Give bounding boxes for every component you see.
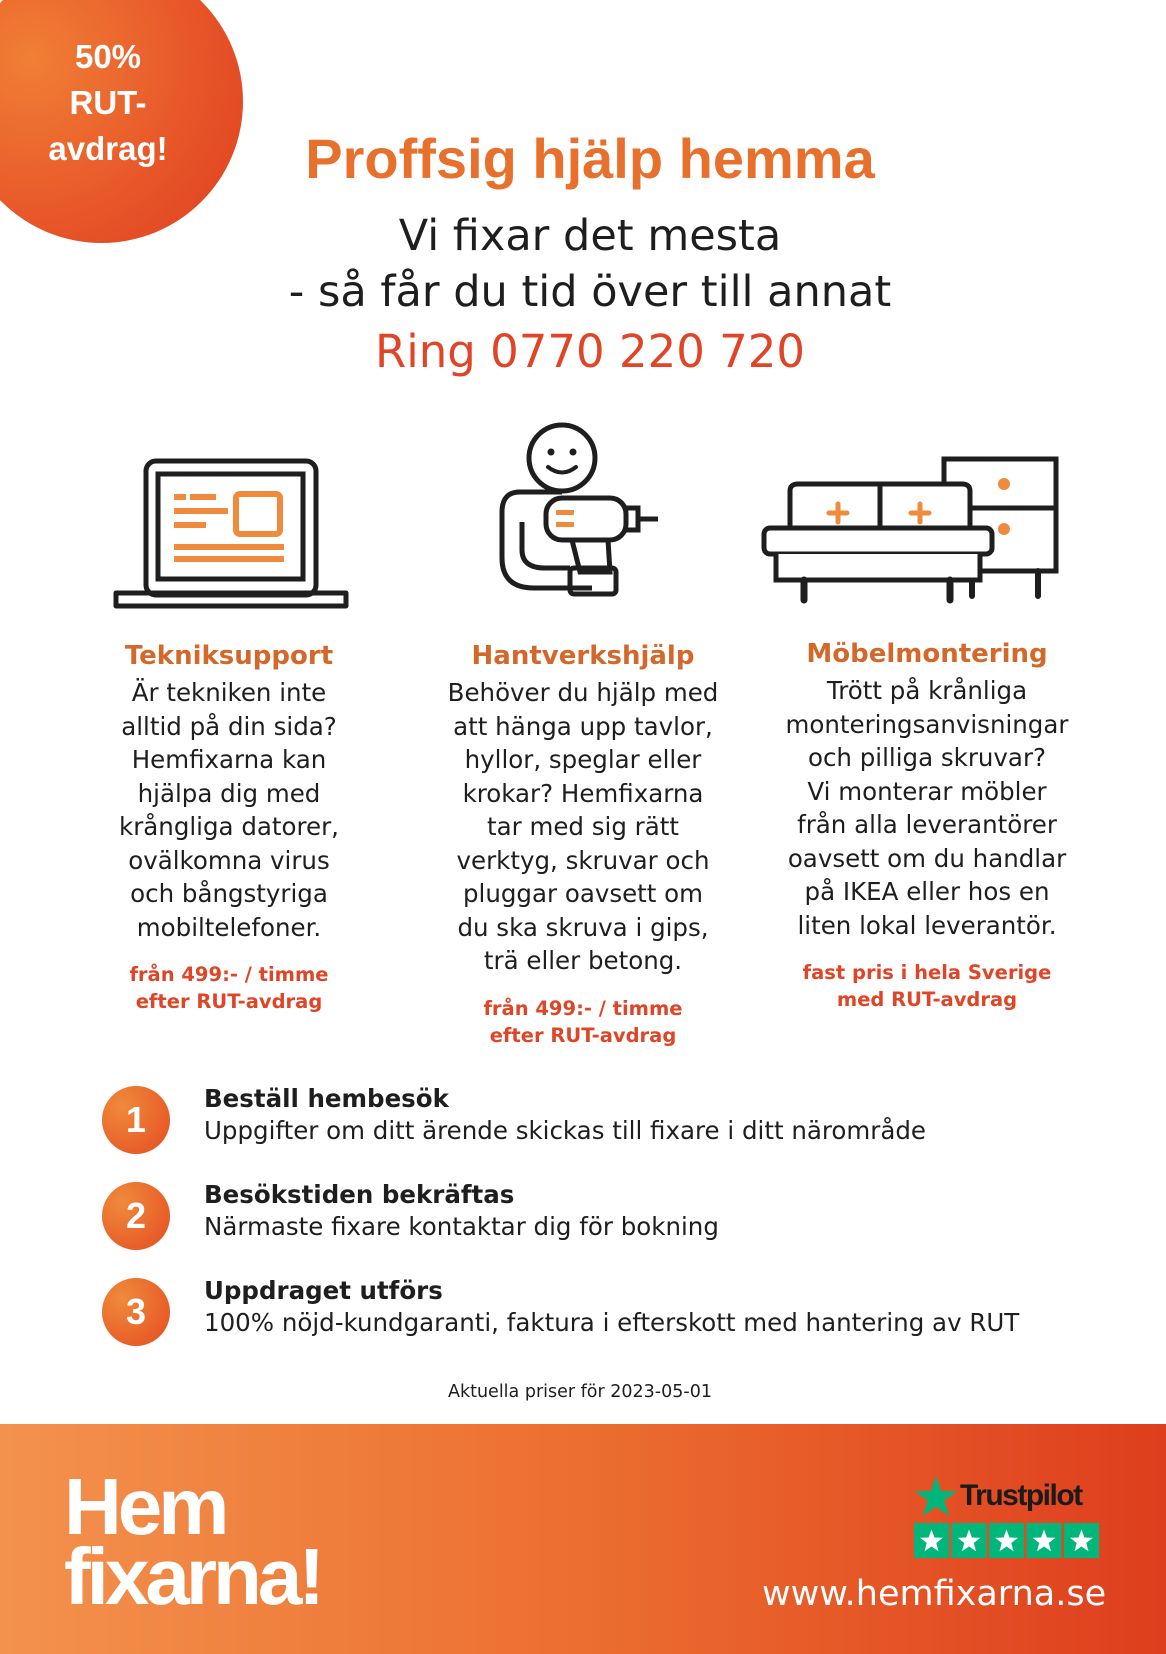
desc-line: monteringsanvisningar — [785, 709, 1069, 739]
price-line: med RUT-avdrag — [836, 988, 1018, 1011]
desc-line: Vi monterar möbler — [807, 776, 1047, 806]
trustpilot-star-icon — [914, 1476, 958, 1518]
page-title: Proffsig hjälp hemma — [305, 127, 875, 190]
step-1 — [102, 1086, 1082, 1166]
service-tekniksupport — [84, 636, 374, 1015]
badge-line: RUT- — [69, 84, 147, 121]
service-title: Hantverkshjälp — [471, 641, 695, 671]
desc-line: tar med sig rätt — [487, 812, 679, 841]
desc-line: pluggar oavsett om — [462, 879, 704, 908]
step-title: Besökstiden bekräftas — [204, 1180, 515, 1209]
service-price — [84, 961, 374, 1015]
step-3 — [102, 1278, 1082, 1358]
desc-line: på IKEA eller hos en — [804, 877, 1050, 906]
badge-line: avdrag! — [48, 130, 168, 167]
desc-line: Behöver du hjälp med — [447, 678, 719, 707]
service-price — [762, 959, 1092, 1013]
footer-banner — [0, 1424, 1166, 1654]
service-title: Möbelmontering — [806, 639, 1048, 669]
desc-line: ovälkomna virus — [128, 845, 330, 875]
desc-line: att hänga upp tavlor, — [453, 711, 713, 741]
desc-line: krångliga datorer, — [119, 812, 339, 841]
desc-line: från alla leverantörer — [797, 810, 1057, 839]
rut-badge-text — [20, 34, 196, 172]
service-hantverkshjalp — [418, 636, 748, 1049]
trustpilot-label: Trustpilot — [960, 1479, 1082, 1512]
website-url[interactable]: www.hemfixarna.se — [762, 1574, 1107, 1614]
step-text: Uppgifter om ditt ärende skickas till fixare i ditt närområde — [204, 1116, 926, 1145]
phone-number[interactable]: Ring 0770 220 720 — [374, 325, 806, 378]
service-title: Tekniksupport — [124, 641, 334, 671]
desc-line: liten lokal leverantör. — [797, 910, 1057, 940]
step-text: Närmaste fixare kontaktar dig för bokning — [204, 1212, 719, 1241]
desc-line: krokar? Hemfixarna — [462, 778, 704, 808]
hemfixarna-logo[interactable] — [64, 1462, 321, 1621]
step-number-badge: 3 — [102, 1278, 170, 1346]
step-title: Uppdraget utförs — [204, 1276, 443, 1305]
desc-line: oavsett om du handlar — [787, 843, 1067, 873]
desc-line: mobiltelefoner. — [136, 912, 322, 942]
desc-line: Är tekniken inte — [131, 678, 327, 707]
price-line: fast pris i hela Sverige — [802, 961, 1052, 984]
price-line: från 499:- / timme — [129, 963, 329, 986]
step-title: Beställ hembesök — [204, 1084, 449, 1113]
desc-line: du ska skruva i gips, — [457, 912, 709, 942]
desc-line: verktyg, skruvar och — [456, 845, 710, 875]
desc-line: och pilliga skruvar? — [807, 743, 1047, 772]
price-line: från 499:- / timme — [483, 996, 683, 1020]
desc-line: och bångstyriga — [130, 879, 328, 908]
subtitle — [230, 208, 950, 320]
service-price — [418, 995, 748, 1049]
service-description — [84, 676, 374, 944]
price-line: efter RUT-avdrag — [135, 990, 323, 1013]
service-description — [418, 676, 748, 978]
sofa-dresser-icon — [760, 440, 1074, 610]
step-2 — [102, 1182, 1082, 1262]
badge-line: 50% — [74, 38, 142, 75]
laptop-icon — [108, 458, 354, 610]
desc-line: hjälpa dig med — [137, 778, 321, 808]
handyman-drill-icon — [490, 422, 690, 612]
subtitle-line: - så får du tid över till annat — [288, 267, 892, 317]
subtitle-line: Vi fixar det mesta — [398, 211, 782, 261]
desc-line: hyllor, speglar eller — [464, 745, 702, 774]
step-number-badge: 1 — [102, 1086, 170, 1154]
desc-line: Hemfixarna kan — [131, 745, 327, 774]
price-line: efter RUT-avdrag — [489, 1023, 677, 1047]
trustpilot-header — [912, 1476, 1102, 1516]
step-number-badge: 2 — [102, 1182, 170, 1250]
logo-line: fixarna! — [64, 1532, 321, 1621]
desc-line: trä eller betong. — [483, 946, 683, 975]
service-mobelmontering — [762, 634, 1092, 1013]
price-date-note: Aktuella priser för 2023-05-01 — [448, 1382, 712, 1402]
desc-line: alltid på din sida? — [121, 711, 337, 741]
desc-line: Trött på krånliga — [826, 676, 1028, 705]
step-text: 100% nöjd-kundgaranti, faktura i efterskott med hantering av RUT — [204, 1308, 1020, 1337]
service-description — [762, 674, 1092, 942]
trustpilot-rating-stars-icon — [914, 1522, 1099, 1559]
logo-line: Hem — [64, 1462, 226, 1551]
